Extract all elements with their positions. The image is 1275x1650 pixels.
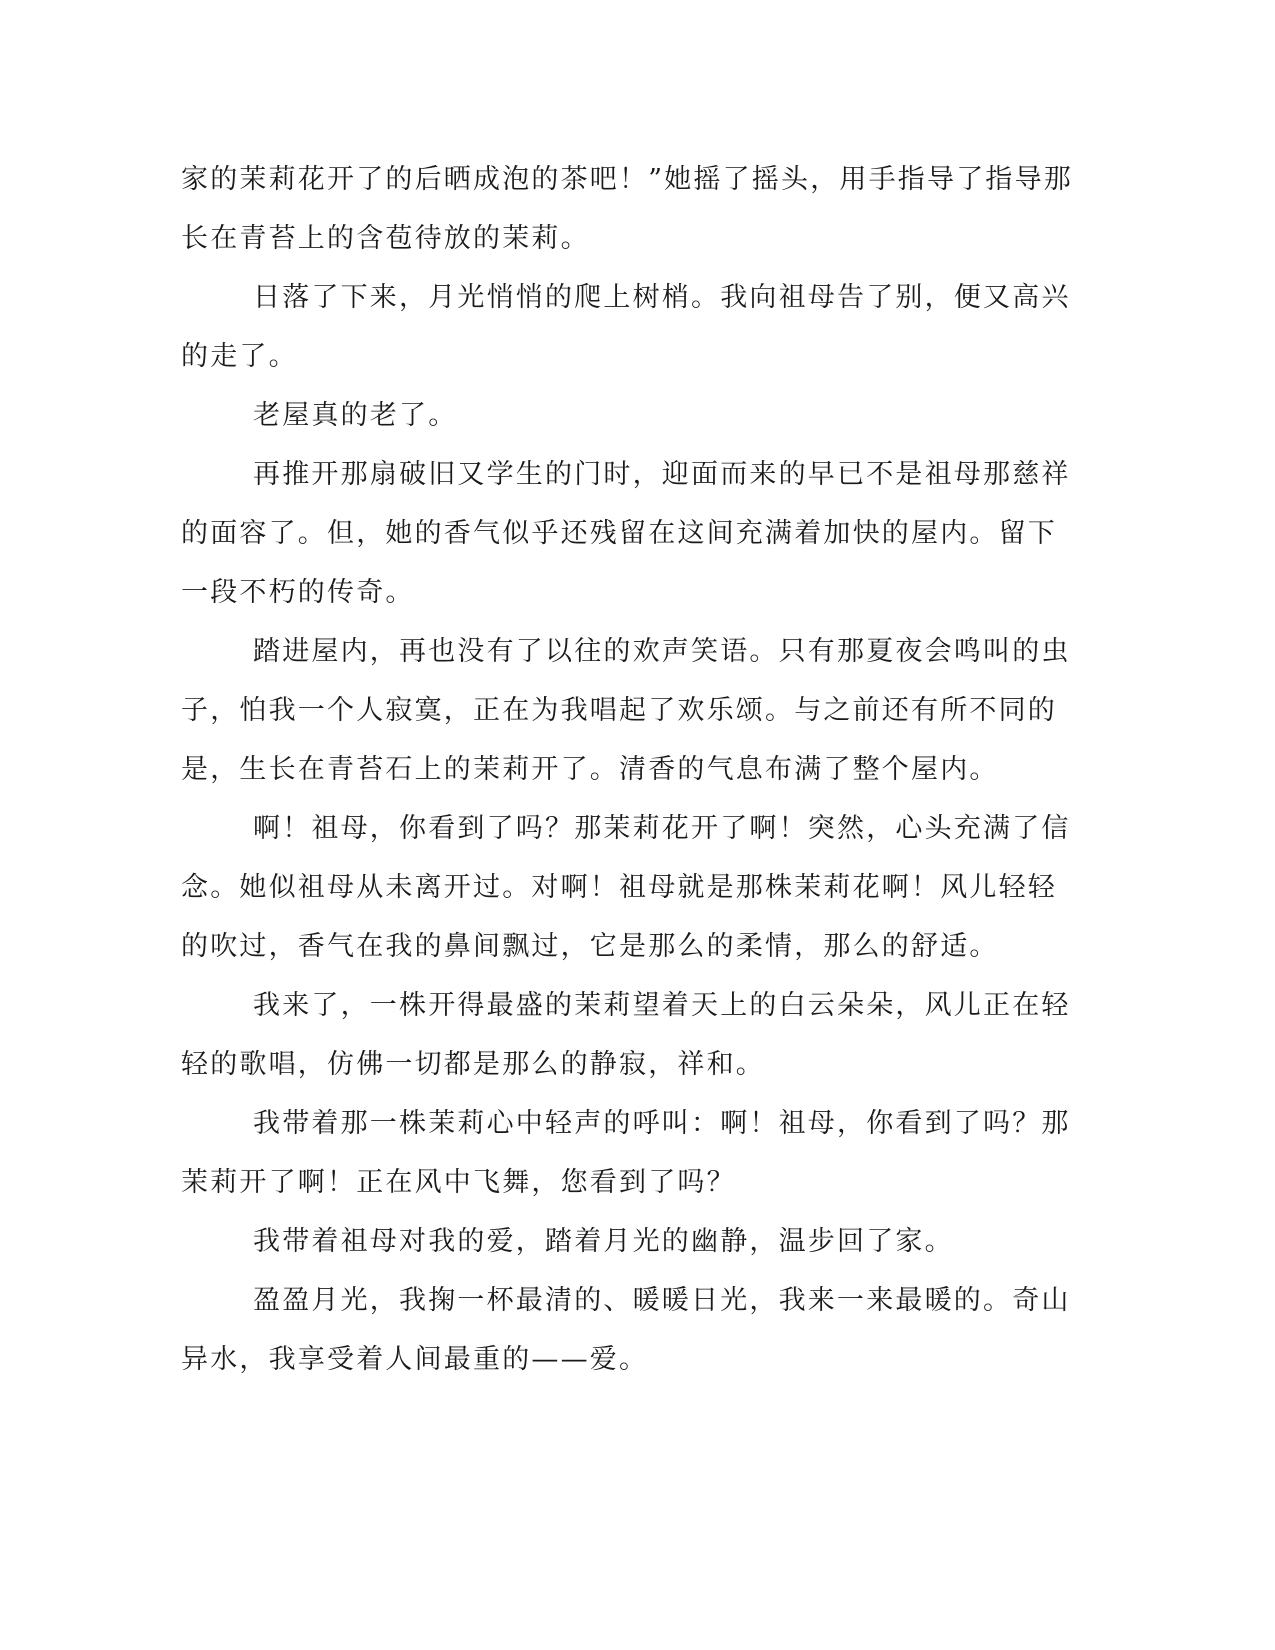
text-line: 的面容了。但，她的香气似乎还残留在这间充满着加快的屋内。留下: [181, 518, 1057, 549]
paragraph-start-line: 再推开那扇破旧又学生的门时，迎面而来的早已不是祖母那慈祥: [253, 459, 1071, 490]
paragraph-start-line: 盈盈月光，我掬一杯最清的、暖暖日光，我来一来最暖的。奇山: [253, 1285, 1071, 1316]
paragraph-start-line: 啊！祖母，你看到了吗？那茉莉花开了啊！突然，心头充满了信: [253, 813, 1071, 844]
text-line: 一段不朽的传奇。: [181, 577, 415, 608]
text-line: 是，生长在青苔石上的茉莉开了。清香的气息布满了整个屋内。: [181, 754, 999, 785]
text-line: 茉莉开了啊！正在风中飞舞，您看到了吗？: [181, 1167, 736, 1198]
paragraph-start-line: 我带着那一株茉莉心中轻声的呼叫：啊！祖母，你看到了吗？那: [253, 1108, 1071, 1139]
paragraph-start-line: 日落了下来，月光悄悄的爬上树梢。我向祖母告了别，便又高兴: [253, 282, 1071, 313]
paragraph-start-line: 老屋真的老了。: [253, 400, 458, 431]
paragraph-start-line: 踏进屋内，再也没有了以往的欢声笑语。只有那夏夜会鸣叫的虫: [253, 636, 1071, 667]
text-line: 长在青苔上的含苞待放的茉莉。: [181, 223, 590, 254]
text-line: 子，怕我一个人寂寞，正在为我唱起了欢乐颂。与之前还有所不同的: [181, 695, 1057, 726]
text-line: 异水，我享受着人间最重的——爱。: [181, 1344, 649, 1375]
body-text: [181, 150, 1074, 1389]
text-line: 的走了。: [181, 341, 298, 372]
text-line: 念。她似祖母从未离开过。对啊！祖母就是那株茉莉花啊！风儿轻轻: [181, 872, 1057, 903]
text-line: 的吹过，香气在我的鼻间飘过，它是那么的柔情，那么的舒适。: [181, 931, 999, 962]
text-line: 家的茉莉花开了的后晒成泡的茶吧！”她摇了摇头，用手指导了指导那: [181, 164, 1074, 195]
paragraph-start-line: 我来了，一株开得最盛的茉莉望着天上的白云朵朵，风儿正在轻: [253, 990, 1071, 1021]
text-line: 轻的歌唱，仿佛一切都是那么的静寂，祥和。: [181, 1049, 765, 1080]
paragraph-start-line: 我带着祖母对我的爱，踏着月光的幽静，温步回了家。: [253, 1226, 954, 1257]
